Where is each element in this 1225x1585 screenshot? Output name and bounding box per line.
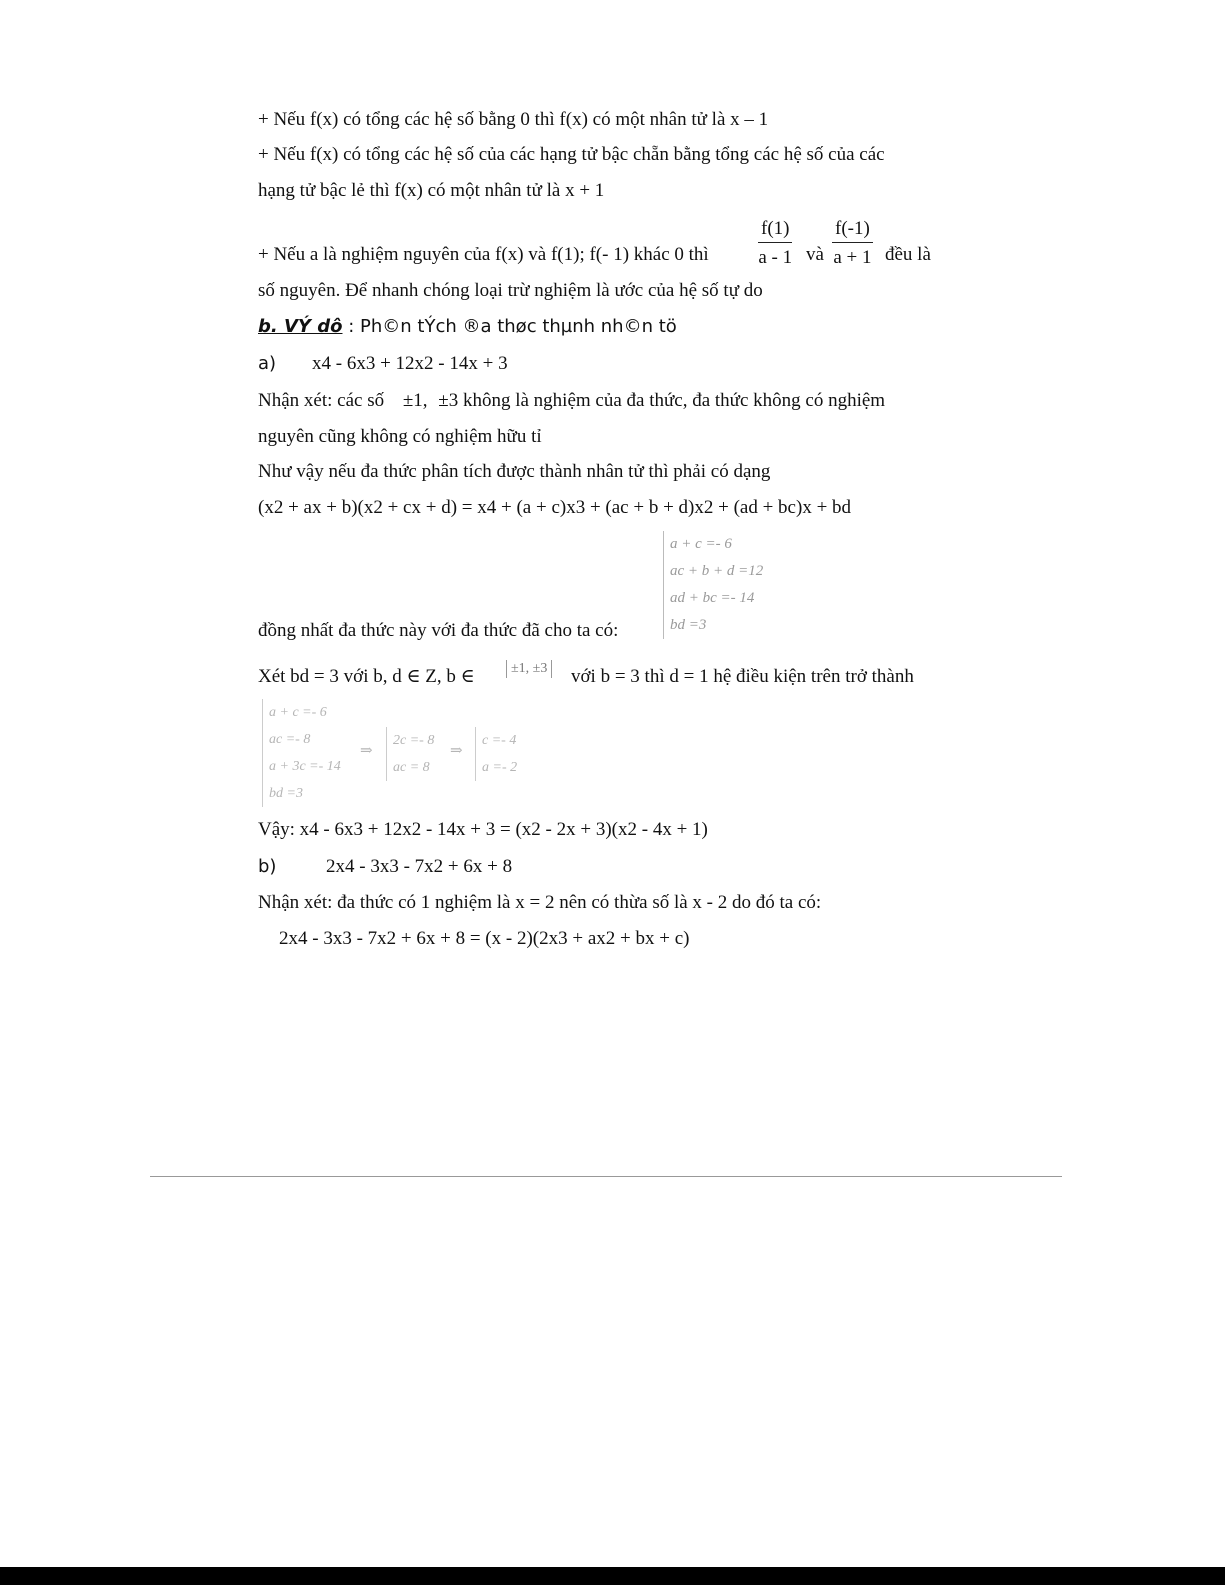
note-b-line: Nhận xét: đa thức có 1 nghiệm là x = 2 nên có thừa số là x - 2 do đó ta có:: [258, 892, 822, 913]
identity-line: (x2 + ax + b)(x2 + cx + d) = x4 + (a + c)x3 + (ac + b + d)x2 + (ad + bc)x + bd: [258, 497, 852, 518]
system-equation: a =- 2: [482, 760, 518, 775]
section-heading: [258, 315, 677, 339]
substituted-system: [262, 699, 341, 807]
fraction-denominator: a + 1: [833, 247, 872, 268]
system-equation: a + c =- 6: [269, 705, 327, 720]
integer-set: ±1, ±3: [506, 660, 552, 678]
system-equation: bd =3: [670, 617, 707, 633]
reduced-system: [386, 727, 434, 781]
system-equation: ac + b + d =12: [670, 563, 764, 579]
rule-line-5: số nguyên. Để nhanh chóng loại trừ nghiệm là ước của hệ số tự do: [258, 280, 763, 301]
system-equation: c =- 4: [482, 733, 517, 748]
plus-minus-one: ±1,: [402, 390, 428, 411]
rule-line-4-and: và: [806, 244, 824, 265]
rule-line-2: + Nếu f(x) có tổng các hệ số của các hạng tử bậc chẵn bằng tổng các hệ số của các: [258, 144, 885, 165]
plus-minus-three-text: ±3 không là nghiệm của đa thức, đa thức không có nghiệm: [438, 390, 886, 411]
b-identity-line: 2x4 - 3x3 - 7x2 + 6x + 8 = (x - 2)(2x3 + ax2 + bx + c): [279, 928, 690, 949]
fraction-numerator: f(1): [758, 218, 792, 243]
example-a-label: a): [258, 353, 277, 374]
system-equation: ac =- 8: [269, 732, 311, 747]
example-b-expression: 2x4 - 3x3 - 7x2 + 6x + 8: [326, 856, 513, 877]
bottom-edge-bar: [0, 1567, 1225, 1585]
system-equation: ac = 8: [393, 760, 430, 775]
rule-line-4-end: đều là: [885, 244, 931, 265]
system-equation: bd =3: [269, 786, 303, 801]
coefficient-system: [663, 531, 763, 639]
implies-arrow: ⇒: [360, 743, 373, 759]
fraction-fminus1-over-a-plus-1: [832, 218, 873, 269]
consider-line-end: với b = 3 thì d = 1 hệ điều kiện trên trở thành: [571, 666, 914, 687]
conclusion-line: Vậy: x4 - 6x3 + 12x2 - 14x + 3 = (x2 - 2x + 3)(x2 - 4x + 1): [258, 819, 708, 840]
heading-text: : Ph©n tÝch ®a thøc thµnh nh©n tö: [342, 316, 677, 337]
system-equation: a + 3c =- 14: [269, 759, 341, 774]
fraction-numerator: f(-1): [832, 218, 873, 243]
system-equation: a + c =- 6: [670, 536, 732, 552]
example-a-expression: x4 - 6x3 + 12x2 - 14x + 3: [312, 353, 508, 374]
page-divider: [150, 1176, 1062, 1177]
note-line-1: [258, 389, 885, 413]
note-text: Nhận xét: các số: [258, 390, 385, 411]
example-b-label: b): [258, 856, 277, 877]
system-equation: ad + bc =- 14: [670, 590, 755, 606]
fraction-denominator: a - 1: [758, 247, 793, 268]
heading-label: b. VÝ dô: [258, 316, 343, 337]
rule-line-4-start: + Nếu a là nghiệm nguyên của f(x) và f(1); f(- 1) khác 0 thì: [258, 244, 709, 265]
implies-arrow: ⇒: [450, 743, 463, 759]
rule-line-1: + Nếu f(x) có tổng các hệ số bằng 0 thì f(x) có một nhân tử là x – 1: [258, 109, 769, 130]
note-line-3: Như vậy nếu đa thức phân tích được thành nhân tử thì phải có dạng: [258, 461, 771, 482]
solution-system: [475, 727, 517, 781]
system-equation: 2c =- 8: [393, 733, 435, 748]
consider-line-start: Xét bd = 3 với b, d ∈ Z, b ∈: [258, 666, 475, 687]
identify-line: đồng nhất đa thức này với đa thức đã cho ta có:: [258, 620, 619, 641]
note-line-2: nguyên cũng không có nghiệm hữu tỉ: [258, 426, 542, 447]
fraction-f1-over-a-minus-1: [758, 218, 792, 269]
rule-line-3: hạng tử bậc lẻ thì f(x) có một nhân tử là x + 1: [258, 180, 605, 201]
